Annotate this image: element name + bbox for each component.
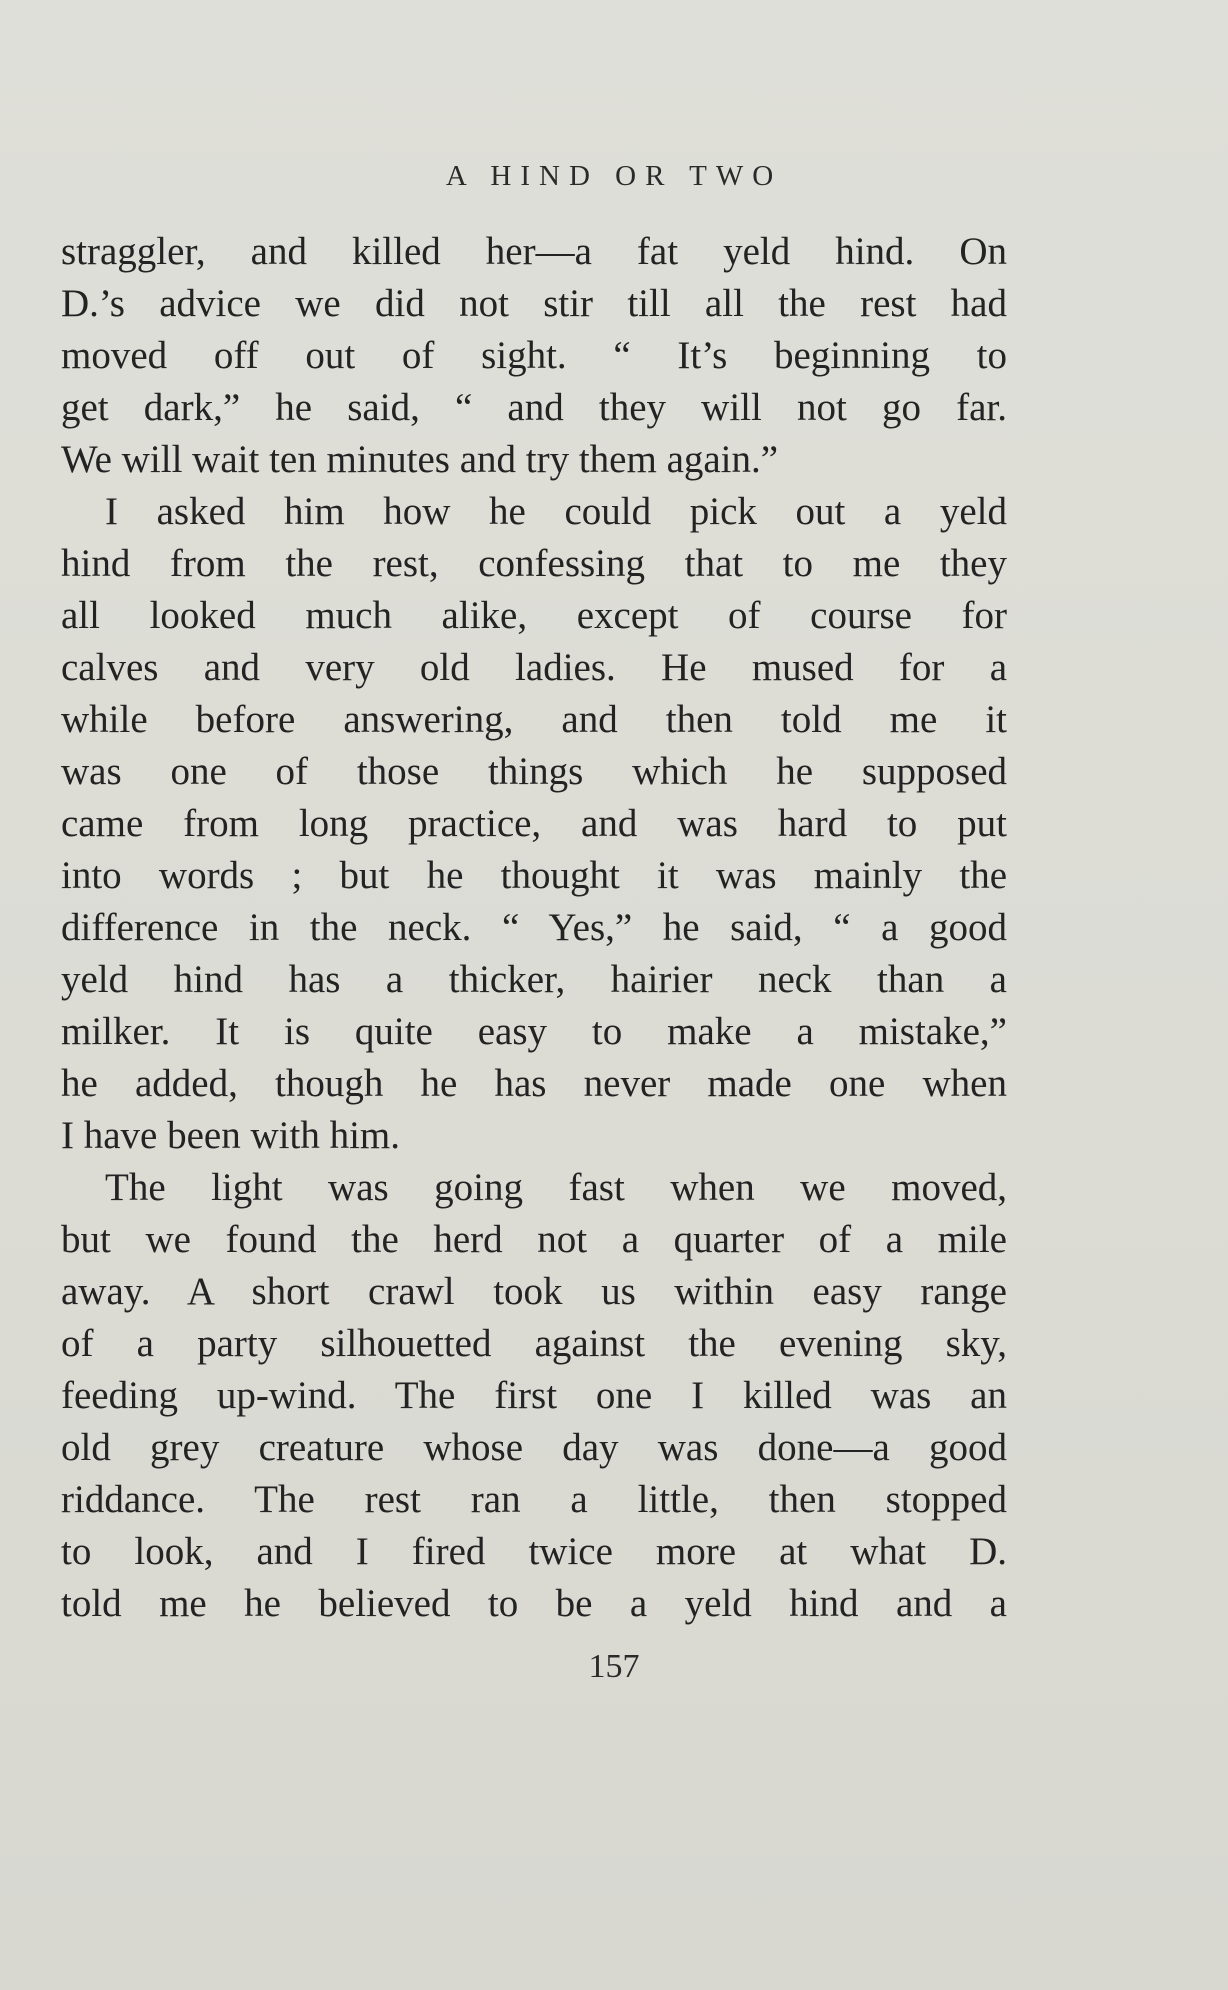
text-line: yeld hind has a thicker, hairier neck than a	[61, 958, 1007, 1001]
text-line: difference in the neck. “ Yes,” he said, “ a good	[61, 906, 1007, 949]
text-line: D.’s advice we did not stir till all the rest had	[61, 282, 1007, 325]
paragraph-2	[61, 486, 1007, 1162]
text-line: but we found the herd not a quarter of a mile	[61, 1218, 1007, 1261]
text-line: to look, and I fired twice more at what D.	[61, 1530, 1007, 1573]
text-line: he added, though he has never made one when	[61, 1062, 1007, 1105]
text-line: get dark,” he said, “ and they will not go far.	[61, 386, 1007, 429]
paragraph-3	[61, 1162, 1007, 1630]
text-line: of a party silhouetted against the evening sky,	[61, 1322, 1007, 1365]
running-head: A HIND OR TWO	[445, 160, 783, 192]
text-line: moved off out of sight. “ It’s beginning to	[61, 334, 1007, 377]
text-line: calves and very old ladies. He mused for a	[61, 646, 1007, 689]
text-line: while before answering, and then told me it	[61, 698, 1007, 741]
text-line: I asked him how he could pick out a yeld	[105, 490, 1007, 533]
text-line: all looked much alike, except of course for	[61, 594, 1007, 637]
text-line: straggler, and killed her—a fat yeld hind. On	[61, 230, 1007, 273]
text-line: told me he believed to be a yeld hind and a	[61, 1582, 1007, 1625]
text-line: The light was going fast when we moved,	[105, 1166, 1007, 1209]
text-line: came from long practice, and was hard to put	[61, 802, 1007, 845]
text-line: hind from the rest, confessing that to me they	[61, 542, 1007, 585]
text-line: feeding up-wind. The first one I killed was an	[61, 1374, 1007, 1417]
text-line: away. A short crawl took us within easy range	[61, 1270, 1007, 1313]
text-line: old grey creature whose day was done—a good	[61, 1426, 1007, 1469]
text-line: was one of those things which he supposed	[61, 750, 1007, 793]
text-line: riddance. The rest ran a little, then stopped	[61, 1478, 1007, 1521]
text-line: milker. It is quite easy to make a mistake,”	[61, 1010, 1007, 1053]
text-line: I have been with him.	[61, 1114, 400, 1157]
paragraph-1	[61, 226, 1007, 486]
page-number: 157	[588, 1648, 640, 1685]
body-text	[61, 226, 1007, 1630]
text-line: into words ; but he thought it was mainly the	[61, 854, 1007, 897]
text-line: We will wait ten minutes and try them again.”	[61, 438, 779, 481]
